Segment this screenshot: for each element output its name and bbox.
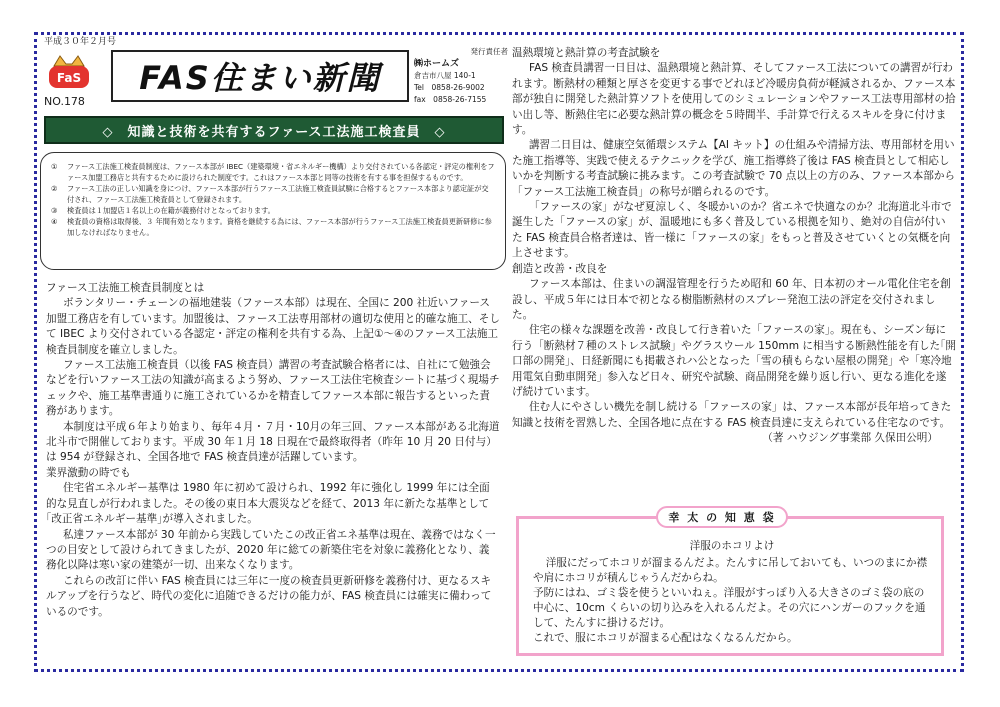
- paragraph: ボランタリー・チェーンの福地建装（ファース本部）は現在、全国に 200 社近いファース加盟工務店を有しています。加盟後は、ファース工法専用部材の適切な使用と的確な施工、そして IBEC より交付されている各認定・評定の権利を共有する為、上記①～④のファース工法施工検査員制度を確立しました。: [46, 297, 500, 356]
- publisher-address: 倉吉市八屋 140-1: [414, 71, 476, 80]
- section-heading: 業界激動の時でも: [46, 466, 131, 479]
- paragraph: 住む人にやさしい機先を制し続ける「ファースの家」は、ファース本部が長年培ってきた知識と技術を習熟した、全国各地に点在する FAS 検査員達に支えられている住宅なのです。: [512, 401, 952, 429]
- system-notes: [40, 152, 506, 270]
- publisher-tel: Tel 0858-26-9002: [414, 83, 485, 92]
- paragraph: これらの改訂に伴い FAS 検査員には三年に一度の検査員更新研修を義務付け、更なるスキルアップを行うなど、時代の変化に追随できるだけの能力が、FAS 検査員には確実に備わっているのです。: [46, 574, 492, 618]
- author-credit: （著 ハウジング事業部 久保田公明）: [762, 432, 938, 445]
- note-item: ① ファース工法施工検査員制度は、ファース本部が IBEC（建築環境・省エネルギー機構）より交付されている各認定・評定の権利をファース加盟工務店と共有するために設けられた制度です。これはファース本部と同等の技術を有する事を担保するものです。: [51, 162, 495, 182]
- newsletter-title: FAS住まい新聞: [111, 50, 409, 102]
- paragraph: 住宅省エネルギー基準は 1980 年に初めて設けられ、1992 年に強化し 1999 年には全面的な見直しが行われました。その後の東日本大震災などを経て、2013 年に新たな基準として｢改正省エネルギー基準｣が導入されました。: [46, 482, 490, 526]
- tip-subtitle: 洋服のホコリよけ: [689, 540, 775, 552]
- tip-heading: 幸 太 の 知 恵 袋: [656, 506, 788, 528]
- note-item: ④ 検査員の資格は取得後、３ 年間有効となります。資格を継続する為には、ファース本部が行うファース工法施工検査員更新研修に参加しなければなりません。: [51, 217, 492, 237]
- tip-line: 洋服にだってホコリが溜まるんだよ。たんすに吊しておいても、いつのまにか襟や肩にホコリが積んじゃうんだからね。: [533, 557, 928, 584]
- paragraph: FAS 検査員講習一日目は、温熱環境と熱計算、そしてファース工法についての講習が行われます。断熱材の種類と厚さを変更する事でどれほど冷暖房負荷が軽減されるか、ファース本部が独自に開発した熱計算ソフトを使用してのシミュレーションやファース工法専用部材の拾い出し等、断熱住宅に必要な熱計算の概念を５時間半、手計算で行えるスキルを身に付けます。: [512, 62, 956, 137]
- section-heading: 温熱環境と熱計算の考査試験を: [512, 47, 661, 59]
- paragraph: ファース本部は、住まいの調湿管理を行うため昭和 60 年、日本初のオール電化住宅を創設し、平成５年には日本で初となる樹脂断熱材のスプレー発泡工法の評定を交付されました。: [512, 278, 951, 321]
- paragraph: 私達ファース本部が 30 年前から実践していたこの改正省エネ基準は現在、義務ではなく一つの目安として設けられてきましたが、2020 年に総ての新築住宅を対象に義務化となり、義務化以降は寒い家の建築が一切、出来なくなります。: [46, 528, 496, 572]
- tip-line: 予防にはね、ゴミ袋を使うといいねぇ。洋服がすっぽり入る大きさのゴミ袋の底の中心に、10cm くらいの切り込みを入れるんだよ。その穴にハンガーのフックを通して、たんすに掛けるだけ。: [533, 587, 926, 629]
- paragraph: 本制度は平成６年より始まり、毎年４月・７月・10月の年三回、ファース本部がある北海道北斗市で開催しております。平成 30 年１月 18 日現在で最終取得者（昨年 10 月 20 日付与）は 954 が登録され、全国各地で FAS 検査員達が活躍しています。: [46, 420, 500, 464]
- right-article: [512, 46, 956, 447]
- paragraph: ファース工法施工検査員（以後 FAS 検査員）講習の考査試験合格者には、自社にて勉強会などを行いファース工法の知識が高まるよう努め、ファース工法住宅検査シートに基づく現場チェックや、施工基準書通りに施工されているかを精査してファース本部に報告するといった責務があります。: [46, 359, 500, 418]
- publisher-name: ㈱ホームズ: [414, 59, 460, 69]
- publisher-fax: fax 0858-26-7155: [414, 95, 487, 104]
- paragraph: 住宅の様々な課題を改善・改良して行き着いた「ファースの家」。現在も、シーズン毎に行う「断熱材７種のストレス試験」やグラスウール 150mm に相当する断熱性能を有した｢開口部の開発｣、日経新聞にも掲載されハ公となった「雪の積もらない屋根の開発」や「寒冷地用電気自動車開発」参入など日々、研究や試験、商品開発を繰り返し行い、更なる進化を遂げ続けています。: [512, 324, 957, 398]
- fas-logo: [46, 52, 92, 92]
- note-item: ② ファース工法の正しい知識を身につけ、ファース本部が行うファース工法施工検査員試験に合格するとファース本部より認定証が交付され、ファース工法施工検査員として登録されます。: [51, 184, 489, 204]
- left-article: [46, 281, 500, 620]
- issue-number: NO.178: [44, 95, 85, 108]
- headline-banner: ◇ 知識と技術を共有するファース工法施工検査員 ◇: [44, 116, 504, 144]
- publisher-info: [414, 46, 508, 106]
- publisher-label: 発行責任者: [470, 47, 508, 56]
- note-item: ③ 検査員は１加盟店１名以上の在籍が義務付けとなっております。: [51, 206, 275, 215]
- tip-line: これで、服にホコリが溜まる心配はなくなるんだから。: [533, 632, 798, 644]
- section-heading: ファース工法施工検査員制度とは: [46, 282, 205, 294]
- paragraph: 「ファースの家」がなぜ夏涼しく、冬暖かいのか？省エネで快適なのか？北海道北斗市で誕生した「ファースの家」が、温暖地にも多く普及している根拠を知り、絶対の自信が付いた FAS 検査員合格者達は、皆一様に「ファースの家」をもっと普及させていくとの気概を向上させます。: [512, 201, 952, 260]
- section-heading: 創造と改善・改良を: [512, 262, 608, 275]
- issue-date: 平成３０年２月号: [44, 37, 117, 47]
- tip-box: [516, 516, 944, 656]
- logo-text: FaS: [56, 71, 82, 85]
- paragraph: 講習二日目は、健康空気循環システム【AI キット】の仕組みや清掃方法、専用部材を用いた施工指導等、実践で使えるテクニックを学び、施工指導終了後は FAS 検査員として相応しいかを判断する考査試験に挑みます。この考査試験で 70 点以上の方のみ、ファース本部から「ファース工法施工検査員」の称号が贈られるのです。: [512, 139, 956, 198]
